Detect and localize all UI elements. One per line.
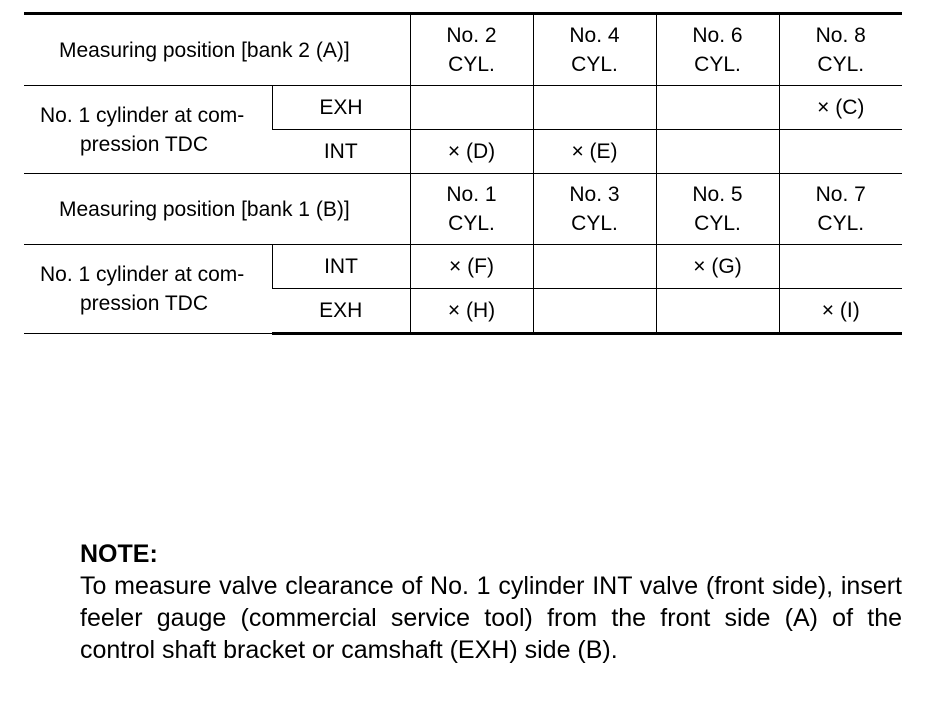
- cyl-unit: CYL.: [448, 53, 495, 76]
- bank1-cyl-header-3: [656, 174, 779, 245]
- cyl-number: No. 4: [569, 24, 620, 47]
- condition-line: No. 1 cylinder at com-: [40, 263, 245, 286]
- cyl-number: No. 1: [446, 183, 497, 206]
- cyl-number: No. 6: [692, 24, 743, 47]
- cyl-number: No. 5: [692, 183, 743, 206]
- condition-line: pression TDC: [80, 132, 208, 156]
- bank2-cyl-header-4: [779, 14, 902, 86]
- cyl-unit: CYL.: [571, 212, 618, 235]
- clearance-cell: [533, 289, 656, 334]
- clearance-cell: × (E): [533, 130, 656, 174]
- clearance-cell: [779, 130, 902, 174]
- cyl-unit: CYL.: [448, 212, 495, 235]
- note-body: To measure valve clearance of No. 1 cylinder INT valve (front side), insert feeler gauge (commercial service tool) from the front side (A) of the control shaft bracket or camshaft (EXH) side (B).: [80, 572, 902, 664]
- cyl-unit: CYL.: [817, 53, 865, 76]
- bank2-measuring-position-label: Measuring position [bank 2 (A)]: [24, 14, 410, 86]
- note-block: [80, 538, 902, 666]
- clearance-cell: × (H): [410, 289, 533, 334]
- bank2-cyl-header-1: [410, 14, 533, 86]
- cyl-number: No. 3: [569, 183, 620, 206]
- bank1-header-row: [24, 174, 902, 245]
- clearance-cell: [656, 289, 779, 334]
- valve-type: INT: [272, 245, 410, 289]
- clearance-cell: [410, 86, 533, 130]
- bank2-header-row: [24, 14, 902, 86]
- clearance-cell: × (D): [410, 130, 533, 174]
- cyl-unit: CYL.: [817, 212, 865, 235]
- clearance-cell: [656, 130, 779, 174]
- clearance-cell: [533, 86, 656, 130]
- cyl-unit: CYL.: [694, 212, 741, 235]
- condition-line: pression TDC: [80, 292, 208, 315]
- bank1-cyl-header-1: [410, 174, 533, 245]
- cyl-number: No. 7: [815, 183, 866, 206]
- clearance-cell: × (G): [656, 245, 779, 289]
- clearance-cell: × (F): [410, 245, 533, 289]
- clearance-cell: × (C): [779, 86, 902, 130]
- cyl-unit: CYL.: [694, 53, 741, 76]
- bank1-condition-cell: [24, 245, 272, 334]
- valve-type: EXH: [272, 289, 410, 334]
- clearance-cell: × (I): [779, 289, 902, 334]
- valve-clearance-table: [24, 12, 902, 335]
- bank2-cyl-header-3: [656, 14, 779, 86]
- condition-line: No. 1 cylinder at com-: [40, 103, 245, 127]
- valve-type: EXH: [272, 86, 410, 130]
- clearance-cell: [779, 245, 902, 289]
- cyl-number: No. 2: [446, 24, 497, 47]
- bank2-row-exh: [24, 86, 902, 130]
- cyl-number: No. 8: [815, 24, 866, 47]
- bank1-cyl-header-2: [533, 174, 656, 245]
- bank1-measuring-position-label: Measuring position [bank 1 (B)]: [24, 174, 410, 245]
- bank2-condition-cell: [24, 86, 272, 174]
- clearance-cell: [656, 86, 779, 130]
- valve-type: INT: [272, 130, 410, 174]
- bank2-cyl-header-2: [533, 14, 656, 86]
- note-title: NOTE:: [80, 540, 158, 568]
- bank1-cyl-header-4: [779, 174, 902, 245]
- bank1-row-int: [24, 245, 902, 289]
- cyl-unit: CYL.: [571, 53, 618, 76]
- clearance-cell: [533, 245, 656, 289]
